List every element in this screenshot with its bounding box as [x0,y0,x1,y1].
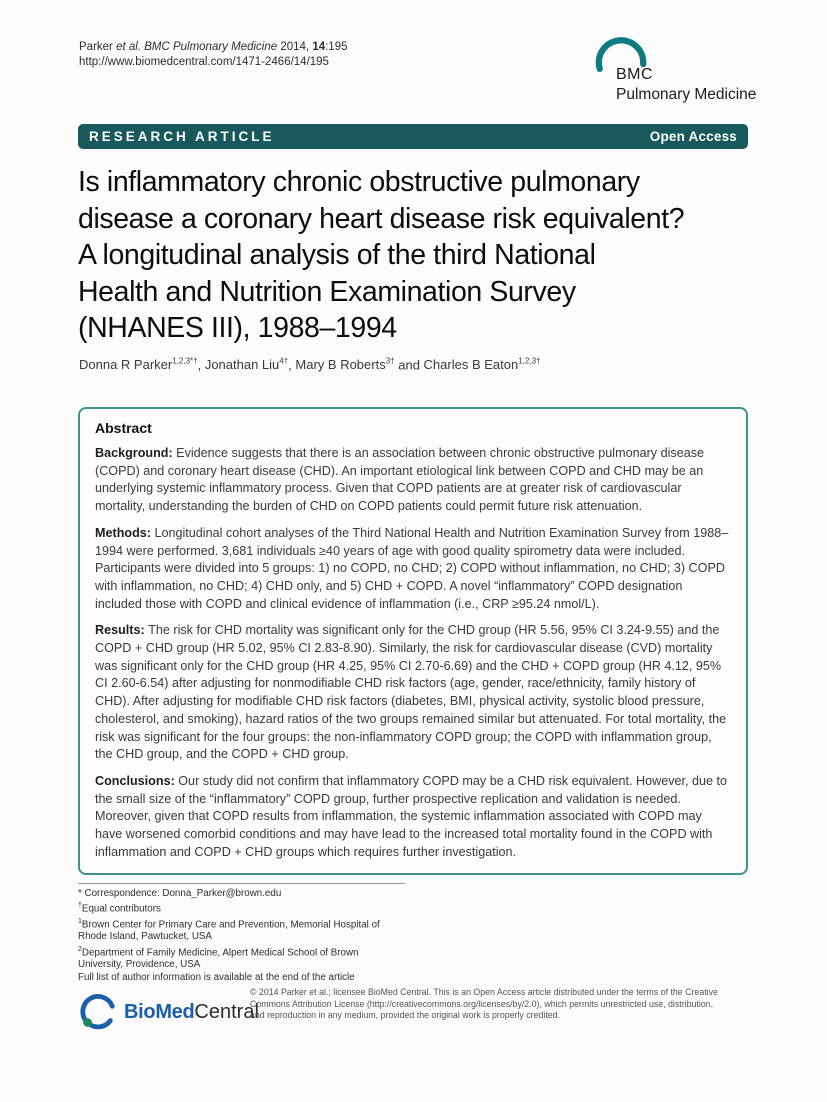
footnotes-block [78,883,405,984]
footnote-lines [78,888,405,984]
abstract-heading: Abstract [95,420,152,436]
abstract-section-background: Background: Evidence suggests that there is an association between chronic obstructive pulmonary disease (COPD) and coronary heart disease (CHD). An important etiological link between COPD and CHD may be an underlying systemic inflammatory process. Given that COPD patients are at greater risk of cardiovascular mortality, understanding the burden of CHD on COPD patients could permit future risk attenuation. [95,446,705,514]
footnote-line: * Correspondence: Donna_Parker@brown.edu [78,888,282,899]
bmc-journal-logo [586,36,762,106]
author-name: Donna R Parker$^{1,2,3*\dagger}$ [79,357,198,373]
abstract-box [78,407,748,875]
research-article-label: RESEARCH ARTICLE [89,129,275,144]
license-text: © 2014 Parker et al.; licensee BioMed Central. This is an Open Access article distributed under the terms of the Creative Commons Attribution License (http://creativecommons.org/licenses/by/2.0), which permits unrestricted use, distribution, and reproduction in any medium, provided the original work is properly credited. [250,987,718,1021]
abstract-section-conclusions: Conclusions: Our study did not confirm that inflammatory COPD may be a CHD risk equivalent. However, due to the small size of the “inflammatory” COPD group, further prospective replication and validation is needed. Moreover, given that COPD results from inflammation, the systemic inflammation associated with COPD may have worsened comorbid conditions and may have lead to the increased total mortality found in the COPD with inflammation and COPD + CHD groups which requires further investigation. [95,773,728,859]
footnote-line: Full list of author information is available at the end of the article [78,971,355,983]
abstract-sections [95,445,731,861]
citation-volume: 14 [312,41,326,53]
biomed-central-circle-icon [79,993,117,1031]
citation-url[interactable]: http://www.biomedcentral.com/1471-2466/14/195 [79,56,329,68]
article-title: Is inflammatory chronic obstructive pulmonary disease a coronary heart disease risk equivalent? A longitudinal analysis of the third National Health and Nutrition Examination Survey (NHANES III), 1988–1994 [78,166,685,344]
biomed-logo-text: BioMed [124,1000,195,1023]
open-access-label: Open Access [649,129,737,144]
abstract-section-results: Results: The risk for CHD mortality was significant only for the CHD group (HR 5.56, 95% CI 3.24-9.55) and the COPD + CHD group (HR 5.02, 95% CI 2.83-8.90). Similarly, the risk for cardiovascular disease (CVD) mortality was significant only for the CHD group (HR 4.25, 95% CI 2.70-6.69) and the CHD + COPD group (HR 4.12, 95% CI 2.60-6.54) after adjusting for nonmodifiable CHD risk factors (age, gender, race/ethnicity, family history of CHD). After adjusting for modifiable CHD risk factors (diabetes, BMI, physical activity, systolic blood pressure, cholesterol, and smoking), hazard ratios of the two groups remained similar but attenuated. For total mortality, the risk was significant for the four groups: the non-inflammatory COPD group; the COPD with inflammation group, the CHD group, and the COPD + CHD group. [95,623,727,762]
journal-logo-name: Pulmonary Medicine [616,86,757,103]
footnote-line: $^2$Department of Family Medicine, Alpert Medical School of Brown University, Providence, USA [78,945,359,971]
author-name: Charles B Eaton$^{1,2,3\dagger}$ [423,357,541,373]
footnote-line: †Equal contributors [78,902,161,915]
author-line: Donna R Parker$^{1,2,3*\dagger}$, Jonathan Liu$^{4\dagger}$, Mary B Roberts$^{3\dagger}$ and Charles B Eaton$^{1,2,3\dagger}$ [79,357,541,373]
citation-journal: et al. BMC Pulmonary Medicine [116,41,278,53]
footnote-line: $^1$Brown Center for Primary Care and Prevention, Memorial Hospital of Rhode Island, Pawtucket, USA [78,917,380,943]
journal-logo-bmc: BMC [616,66,654,83]
citation-line [79,40,348,55]
citation-authors: Parker [79,41,117,53]
author-name: Jonathan Liu$^{4\dagger}$ [204,357,289,373]
citation-year: 2014, [277,41,313,53]
article-type-banner [78,124,748,149]
abstract-section-methods: Methods: Longitudinal cohort analyses of the Third National Health and Nutrition Examination Survey from 1988–1994 were performed. 3,681 individuals ≥40 years of age with good quality spirometry data were included. Participants were divided into 5 groups: 1) no COPD, no CHD; 2) COPD without inflammation, no CHD; 3) COPD with inflammation, no CHD; 4) CHD only, and 5) CHD + COPD. A novel “inflammatory” COPD designation included those with COPD and clinical evidence of inflammation (i.e., CRP ≥95.24 nmol/L). [95,525,729,611]
author-name: Mary B Roberts$^{3\dagger}$ [295,357,395,373]
citation-block [79,40,348,70]
citation-pages: :195 [325,41,348,53]
biomed-central-logo [79,993,259,1031]
central-logo-text: Central [194,1000,259,1023]
